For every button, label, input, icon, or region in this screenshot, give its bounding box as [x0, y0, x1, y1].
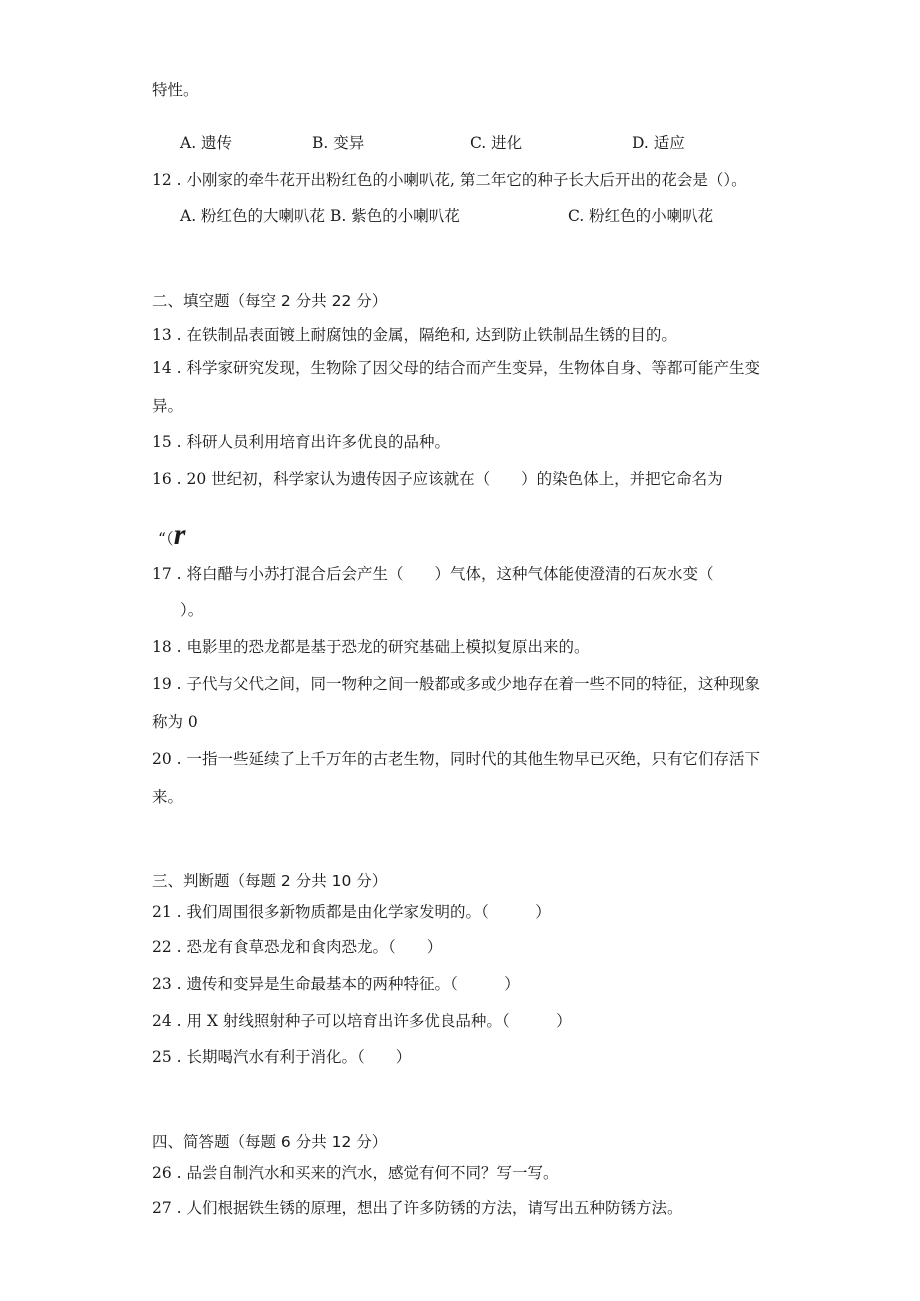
section-fill-heading: 二、填空题（每空 2 分共 22 分）: [152, 292, 388, 310]
question-text: . 恐龙有食草恐龙和食肉恐龙。（ ）: [176, 938, 443, 956]
q11-tail: 特性。: [152, 81, 199, 99]
q11-option-b: B. 变异: [312, 134, 365, 152]
question-20-cont: 来。: [152, 788, 184, 806]
question-number: 15: [152, 433, 172, 451]
question-text: . 科学家研究发现，生物除了因父母的结合而产生变异，生物体自身、等都可能产生变: [176, 359, 761, 377]
quote-paren: “（: [158, 530, 174, 548]
question-18: [152, 637, 590, 657]
question-16: [152, 469, 723, 489]
question-15: [152, 432, 450, 452]
question-22: [152, 937, 442, 957]
q11-option-c: C. 进化: [470, 134, 523, 152]
question-number: 16: [152, 470, 172, 488]
question-14: [152, 358, 760, 378]
question-text: . 小刚家的牵牛花开出粉红色的小喇叭花, 第二年它的种子长大后开出的花会是（）。: [176, 171, 747, 189]
question-text: . 一指一些延续了上千万年的古老生物，同时代的其他生物早已灭绝，只有它们存活下: [176, 750, 761, 768]
question-16-cont: [158, 520, 185, 550]
question-number: 21: [152, 903, 172, 921]
question-19-cont: 称为 0: [152, 713, 198, 731]
question-number: 17: [152, 565, 172, 583]
question-21: [152, 902, 551, 922]
question-number: 13: [152, 326, 172, 344]
question-number: 24: [152, 1012, 172, 1030]
question-text: . 我们周围很多新物质都是由化学家发明的。（ ）: [176, 903, 551, 921]
question-12: [152, 170, 747, 190]
question-text: . 品尝自制汽水和买来的汽水，感觉有何不同？写一写。: [176, 1164, 559, 1182]
question-text: . 遗传和变异是生命最基本的两种特征。（ ）: [176, 975, 520, 993]
question-25: [152, 1047, 411, 1067]
question-24: [152, 1011, 572, 1031]
question-number: 14: [152, 359, 172, 377]
question-text: . 电影里的恐龙都是基于恐龙的研究基础上模拟复原出来的。: [176, 638, 590, 656]
question-text: . 在铁制品表面镀上耐腐蚀的金属，隔绝和, 达到防止铁制品生锈的目的。: [176, 326, 677, 344]
question-23: [152, 974, 520, 994]
question-13: [152, 325, 677, 345]
section-short-heading: 四、简答题（每题 6 分共 12 分）: [152, 1133, 388, 1151]
question-17-cont: ）。: [180, 601, 204, 619]
question-number: 27: [152, 1199, 172, 1217]
question-text: . 20 世纪初，科学家认为遗传因子应该就在（ ）的染色体上，并把它命名为: [176, 470, 723, 488]
question-text: . 人们根据铁生锈的原理，想出了许多防锈的方法，请写出五种防锈方法。: [176, 1199, 683, 1217]
question-number: 25: [152, 1048, 172, 1066]
q11-option-a: A. 遗传: [180, 134, 233, 152]
question-text: . 将白醋与小苏打混合后会产生（ ）气体，这种气体能使澄清的石灰水变（: [176, 565, 714, 583]
question-number: 23: [152, 975, 172, 993]
q12-option-c: C. 粉红色的小喇叭花: [568, 207, 714, 225]
italic-r-glyph: r: [173, 518, 186, 551]
section-judge-heading: 三、判断题（每题 2 分共 10 分）: [152, 872, 388, 890]
question-20: [152, 749, 760, 769]
question-number: 26: [152, 1164, 172, 1182]
question-number: 20: [152, 750, 172, 768]
question-14-cont: 异。: [152, 397, 184, 415]
q12-option-ab: A. 粉红色的大喇叭花 B. 紫色的小喇叭花: [180, 207, 460, 225]
question-number: 12: [152, 171, 172, 189]
question-19: [152, 674, 760, 694]
question-26: [152, 1163, 559, 1183]
q11-option-d: D. 适应: [632, 134, 685, 152]
question-number: 18: [152, 638, 172, 656]
question-text: . 子代与父代之间，同一物种之间一般都或多或少地存在着一些不同的特征，这种现象: [176, 675, 761, 693]
question-17: [152, 564, 714, 584]
question-number: 22: [152, 938, 172, 956]
question-27: [152, 1198, 683, 1218]
question-text: . 长期喝汽水有利于消化。（ ）: [176, 1048, 412, 1066]
question-text: . 用 X 射线照射种子可以培育出许多优良品种。（ ）: [176, 1012, 572, 1030]
question-number: 19: [152, 675, 172, 693]
question-text: . 科研人员利用培育出许多优良的品种。: [176, 433, 451, 451]
